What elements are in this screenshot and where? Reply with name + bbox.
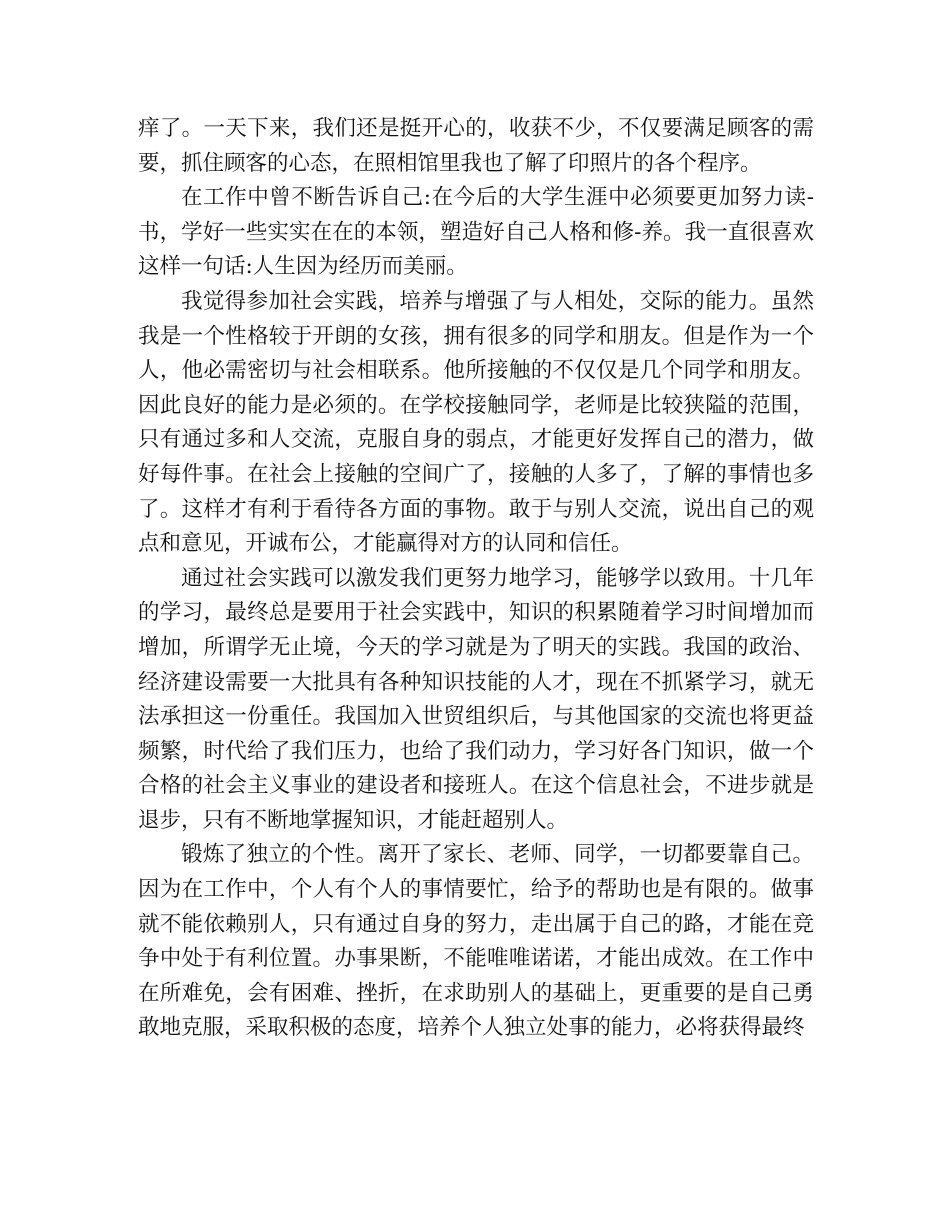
- paragraph-3: 我觉得参加社会实践，培养与增强了与人相处，交际的能力。虽然我是一个性格较于开朗的女孩，拥有很多的同学和朋友。但是作为一个人，他必需密切与社会相联系。他所接触的不仅仅是几个同学和朋友。因此良好的能力是必须的。在学校接触同学，老师是比较狭隘的范围，只有通过多和人交流，克服自身的弱点，才能更好发挥自己的潜力，做好每件事。在社会上接触的空间广了，接触的人多了，了解的事情也多了。这样才有利于看待各方面的事物。敢于与别人交流，说出自己的观点和意见，开诚布公，才能赢得对方的认同和信任。: [138, 288, 814, 557]
- document-body: [138, 112, 814, 1046]
- paragraph-1: 痒了。一天下来，我们还是挺开心的，收获不少，不仅要满足顾客的需要，抓住顾客的心态，在照相馆里我也了解了印照片的各个程序。: [138, 116, 814, 176]
- paragraph-2: 在工作中曾不断告诉自己:在今后的大学生涯中必须要更加努力读-书，学好一些实实在在的本领，塑造好自己人格和修-养。我一直很喜欢这样一句话:人生因为经历而美丽。: [138, 185, 814, 280]
- paragraph-4: 通过社会实践可以激发我们更努力地学习，能够学以致用。十几年的学习，最终总是要用于社会实践中，知识的积累随着学习时间增加而增加，所谓学无止境，今天的学习就是为了明天的实践。我国的政治、经济建设需要一大批具有各种知识技能的人才，现在不抓紧学习，就无法承担这一份重任。我国加入世贸组织后，与其他国家的交流也将更益频繁，时代给了我们压力，也给了我们动力，学习好各门知识，做一个合格的社会主义事业的建设者和接班人。在这个信息社会，不进步就是退步，只有不断地掌握知识，才能赶超别人。: [138, 565, 814, 833]
- paragraph-5: 锻炼了独立的个性。离开了家长、老师、同学，一切都要靠自己。因为在工作中，个人有个人的事情要忙，给予的帮助也是有限的。做事就不能依赖别人，只有通过自身的努力，走出属于自己的路，才能在竞争中处于有利位置。办事果断，不能唯唯诺诺，才能出成效。在工作中在所难免，会有困难、挫折，在求助别人的基础上，更重要的是自己勇敢地克服，采取积极的态度，培养个人独立处事的能力，必将获得最终: [138, 842, 814, 1041]
